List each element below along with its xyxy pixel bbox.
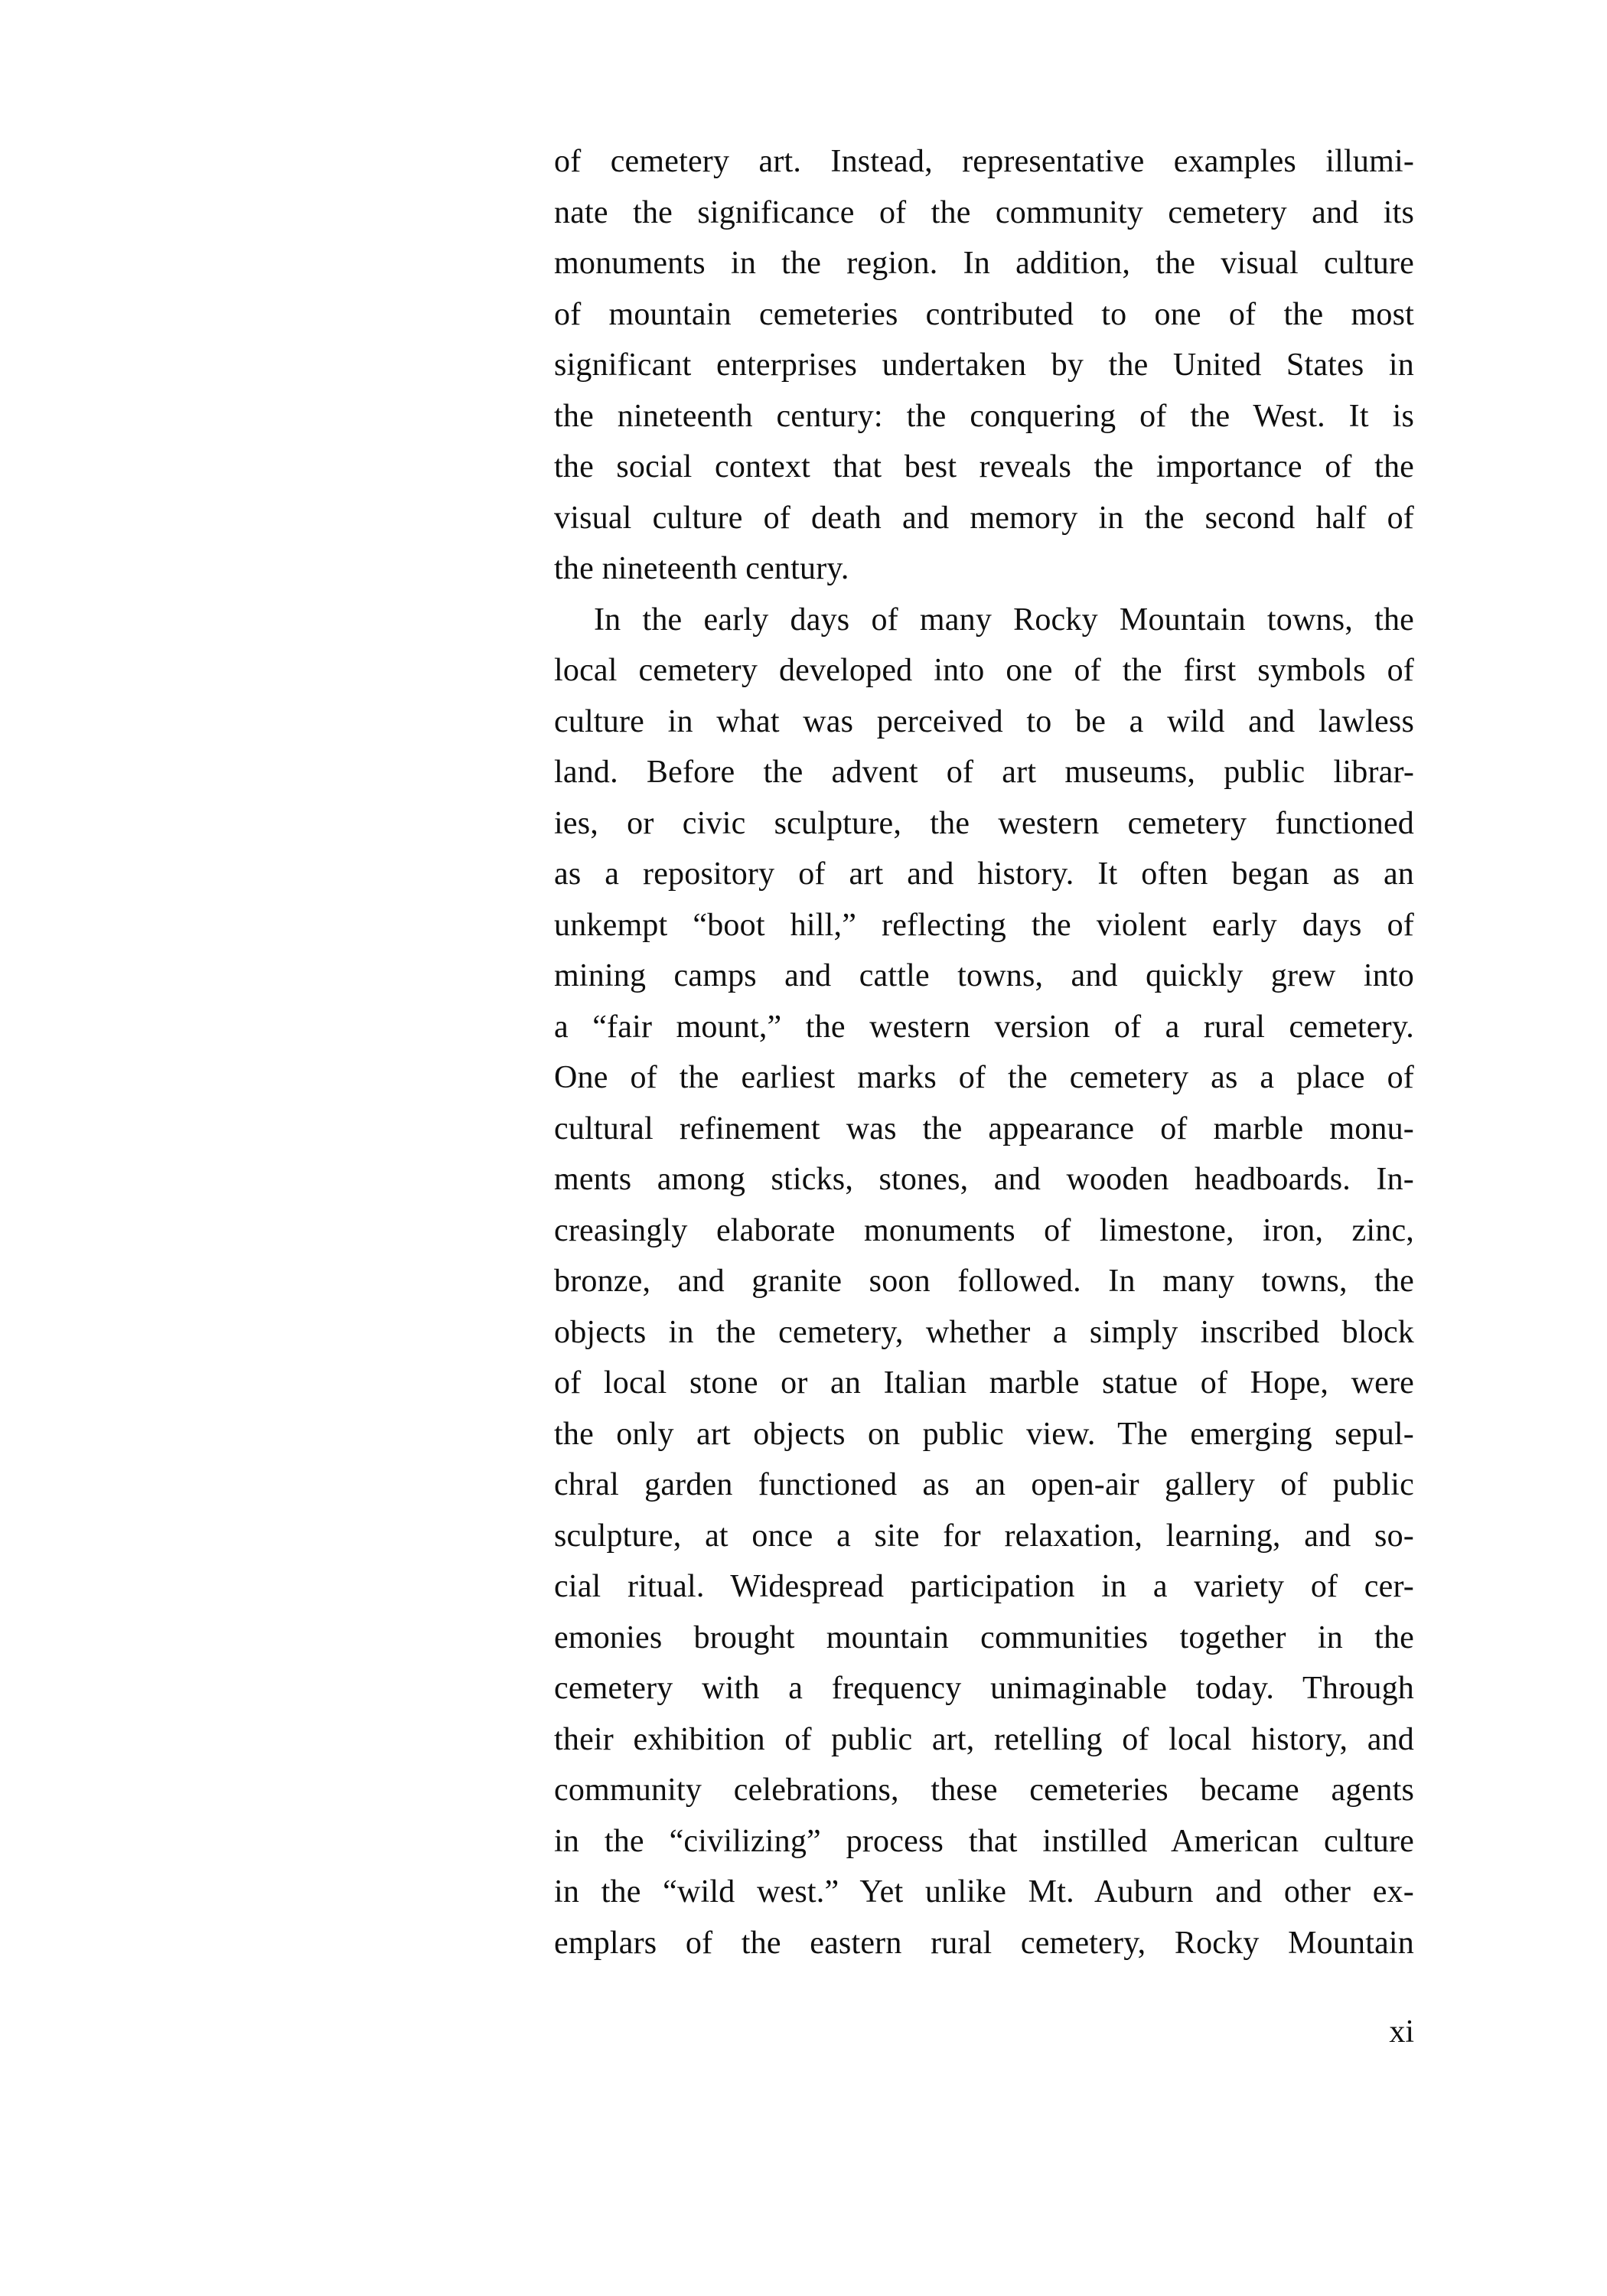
text-line: objects in the cemetery, whether a simply inscribed block (554, 1314, 1414, 1350)
text-line: unkempt “boot hill,” reflecting the violent early days of (554, 907, 1414, 943)
text-line: emonies brought mountain communities together in the (554, 1619, 1414, 1655)
text-line: of local stone or an Italian marble statue of Hope, were (554, 1365, 1414, 1401)
text-line: community celebrations, these cemeteries became agents (554, 1773, 1414, 1808)
text-line: mining camps and cattle towns, and quickly grew into (554, 958, 1414, 993)
text-line: cemetery with a frequency unimaginable today. Through (554, 1671, 1414, 1706)
text-line: bronze, and granite soon followed. In many towns, the (554, 1264, 1414, 1299)
paragraph (554, 595, 1414, 1969)
text-block (554, 136, 1414, 1968)
text-line: culture in what was perceived to be a wild and lawless (554, 703, 1414, 739)
text-line: as a repository of art and history. It often began as an (554, 856, 1414, 892)
text-line: their exhibition of public art, retelling of local history, and (554, 1721, 1414, 1757)
text-line: the social context that best reveals the importance of the (554, 449, 1414, 484)
paragraph (554, 136, 1414, 595)
text-line: ies, or civic sculpture, the western cemetery functioned (554, 805, 1414, 841)
text-line: visual culture of death and memory in the second half of (554, 500, 1414, 536)
text-line: a “fair mount,” the western version of a rural cemetery. (554, 1009, 1414, 1045)
text-line: in the “wild west.” Yet unlike Mt. Auburn and other ex- (554, 1874, 1414, 1910)
text-line: nate the significance of the community cemetery and its (554, 194, 1414, 230)
text-line: monuments in the region. In addition, the visual culture (554, 246, 1414, 281)
text-line: of cemetery art. Instead, representative examples illumi- (554, 144, 1414, 179)
text-line: cial ritual. Widespread participation in a variety of cer- (554, 1569, 1414, 1604)
text-line: local cemetery developed into one of the first symbols of (554, 653, 1414, 688)
text-line: In the early days of many Rocky Mountain towns, the (594, 602, 1414, 638)
page-number: xi (1389, 2014, 1414, 2050)
text-line: the nineteenth century: the conquering of the West. It is (554, 398, 1414, 434)
text-line: in the “civilizing” process that instilled American culture (554, 1823, 1414, 1859)
text-line: land. Before the advent of art museums, public librar- (554, 755, 1414, 790)
text-line: creasingly elaborate monuments of limestone, iron, zinc, (554, 1212, 1414, 1248)
text-line: emplars of the eastern rural cemetery, Rocky Mountain (554, 1925, 1414, 1961)
text-line: cultural refinement was the appearance of marble monu- (554, 1110, 1414, 1146)
text-line: the only art objects on public view. The emerging sepul- (554, 1416, 1414, 1452)
text-line: sculpture, at once a site for relaxation, learning, and so- (554, 1518, 1414, 1554)
text-line: of mountain cemeteries contributed to one of the most (554, 296, 1414, 332)
text-line: ments among sticks, stones, and wooden headboards. In- (554, 1162, 1414, 1197)
text-line: significant enterprises undertaken by the United States in (554, 347, 1414, 383)
text-line: the nineteenth century. (554, 551, 849, 586)
text-line: chral garden functioned as an open-air gallery of public (554, 1467, 1414, 1502)
text-line: One of the earliest marks of the cemetery as a place of (554, 1060, 1414, 1095)
